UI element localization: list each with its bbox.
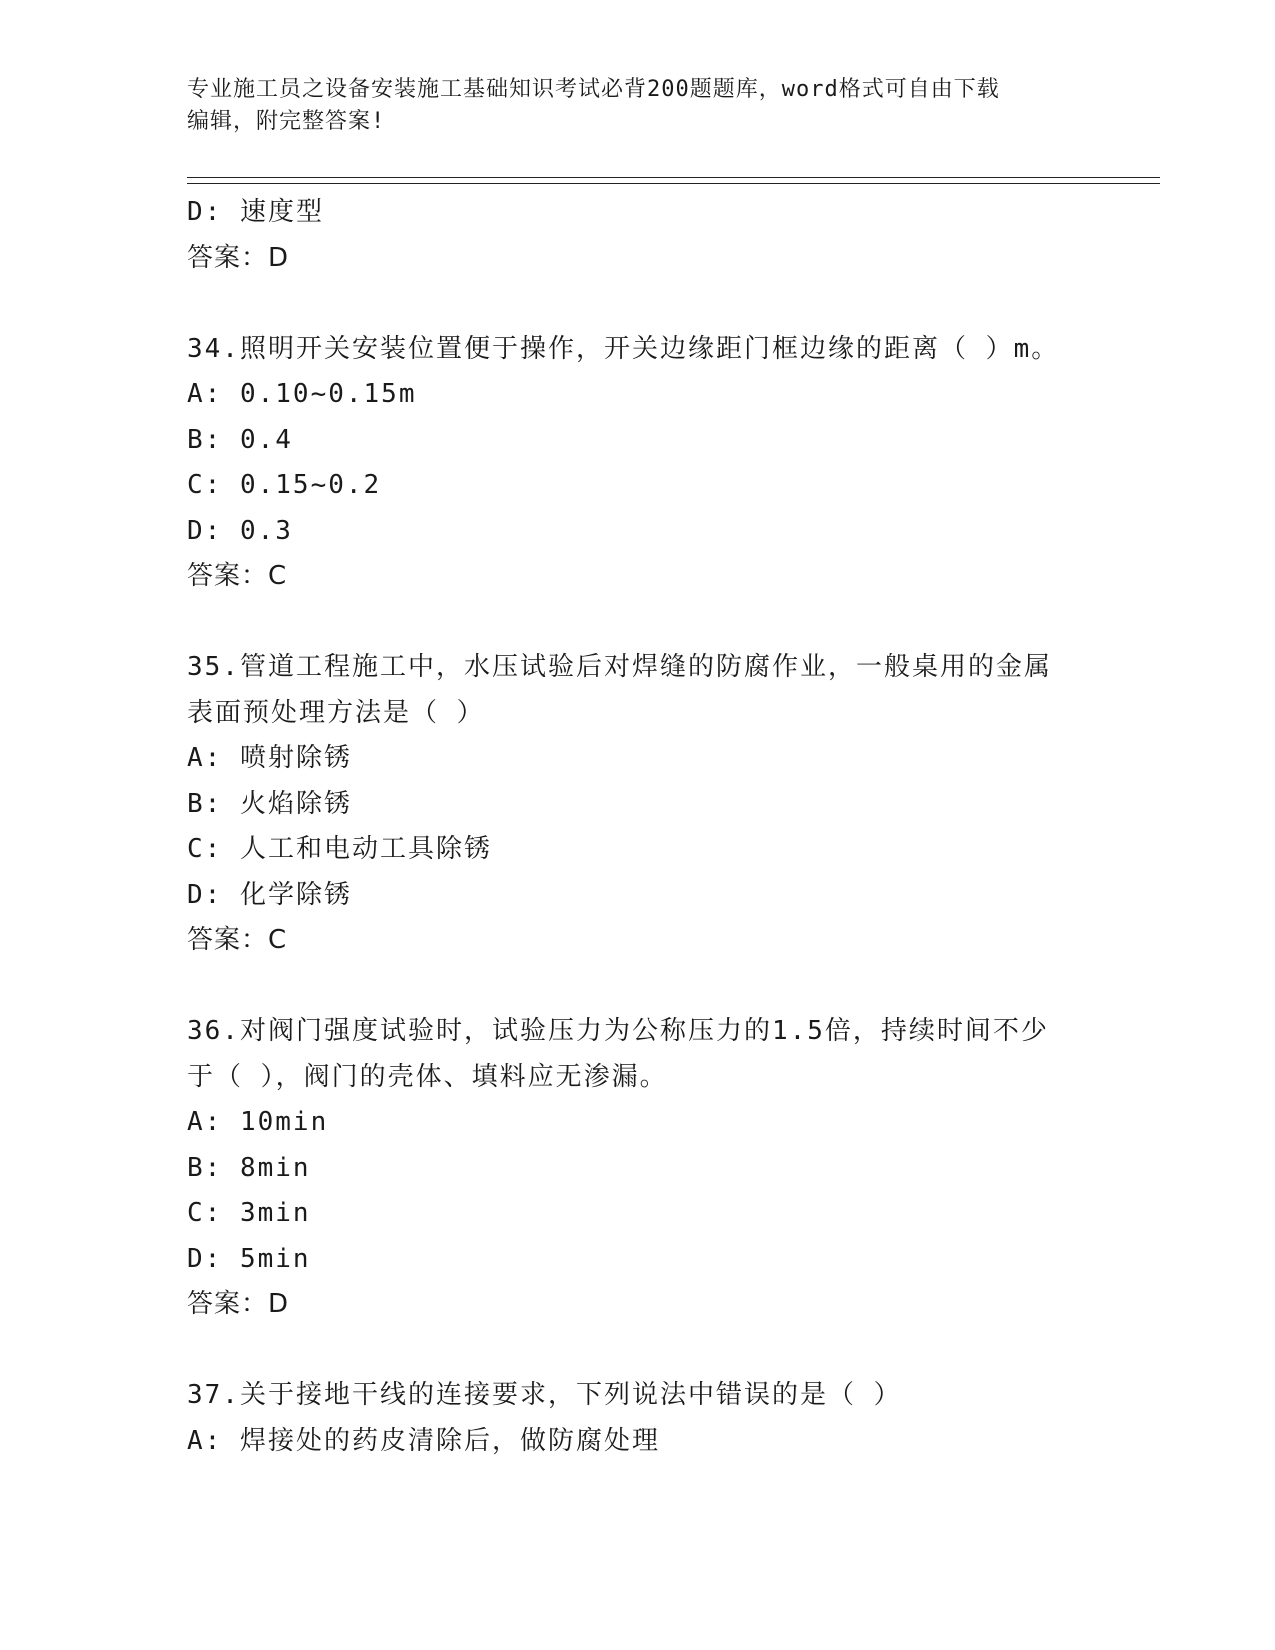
question-stem-continued: 表面预处理方法是（ ）	[187, 697, 485, 728]
question-stem: 36.对阀门强度试验时，试验压力为公称压力的1.5倍，持续时间不少	[187, 1016, 1049, 1046]
option-b: B: 0.4	[187, 424, 293, 455]
option-c: C: 人工和电动工具除锈	[187, 834, 492, 864]
option-a: A: 喷射除锈	[187, 743, 352, 773]
spacer	[187, 281, 1087, 327]
answer-line: 答案：D	[187, 242, 290, 273]
previous-question-tail	[187, 190, 1087, 281]
option-c: C: 3min	[187, 1198, 311, 1228]
option-d: D: 速度型	[187, 197, 324, 227]
answer-line: 答案：D	[187, 1289, 290, 1319]
document-header	[187, 74, 1087, 138]
question-stem: 34.照明开关安装位置便于操作，开关边缘距门框边缘的距离（ ）m。	[187, 333, 1060, 364]
option-b: B: 8min	[187, 1152, 311, 1183]
spacer	[187, 1328, 1087, 1374]
header-divider-top	[187, 177, 1160, 178]
spacer	[187, 600, 1087, 646]
option-d: D: 化学除锈	[187, 879, 352, 910]
question-37	[187, 1373, 1087, 1464]
header-title-line-1: 专业施工员之设备安装施工基础知识考试必背200题题库，word格式可自由下载	[187, 77, 1000, 102]
option-b: B: 火焰除锈	[187, 788, 352, 819]
option-a: A: 0.10~0.15m	[187, 379, 417, 409]
question-36	[187, 1009, 1087, 1328]
question-35	[187, 645, 1087, 964]
option-c: C: 0.15~0.2	[187, 470, 382, 500]
question-stem-continued: 于（ ），阀门的壳体、填料应无渗漏。	[187, 1061, 668, 1092]
option-a: A: 10min	[187, 1107, 329, 1137]
question-34	[187, 327, 1087, 600]
option-a: A: 焊接处的药皮清除后，做防腐处理	[187, 1425, 660, 1456]
header-title-line-2: 编辑，附完整答案!	[187, 109, 386, 134]
question-stem: 35.管道工程施工中，水压试验后对焊缝的防腐作业，一般桌用的金属	[187, 652, 1052, 682]
option-d: D: 0.3	[187, 515, 293, 546]
question-stem: 37.关于接地干线的连接要求，下列说法中错误的是（ ）	[187, 1380, 902, 1410]
answer-line: 答案：C	[187, 925, 288, 955]
option-d: D: 5min	[187, 1243, 311, 1274]
header-divider-bottom	[187, 183, 1160, 184]
question-content	[187, 190, 1087, 1464]
spacer	[187, 964, 1087, 1010]
answer-line: 答案：C	[187, 561, 288, 591]
